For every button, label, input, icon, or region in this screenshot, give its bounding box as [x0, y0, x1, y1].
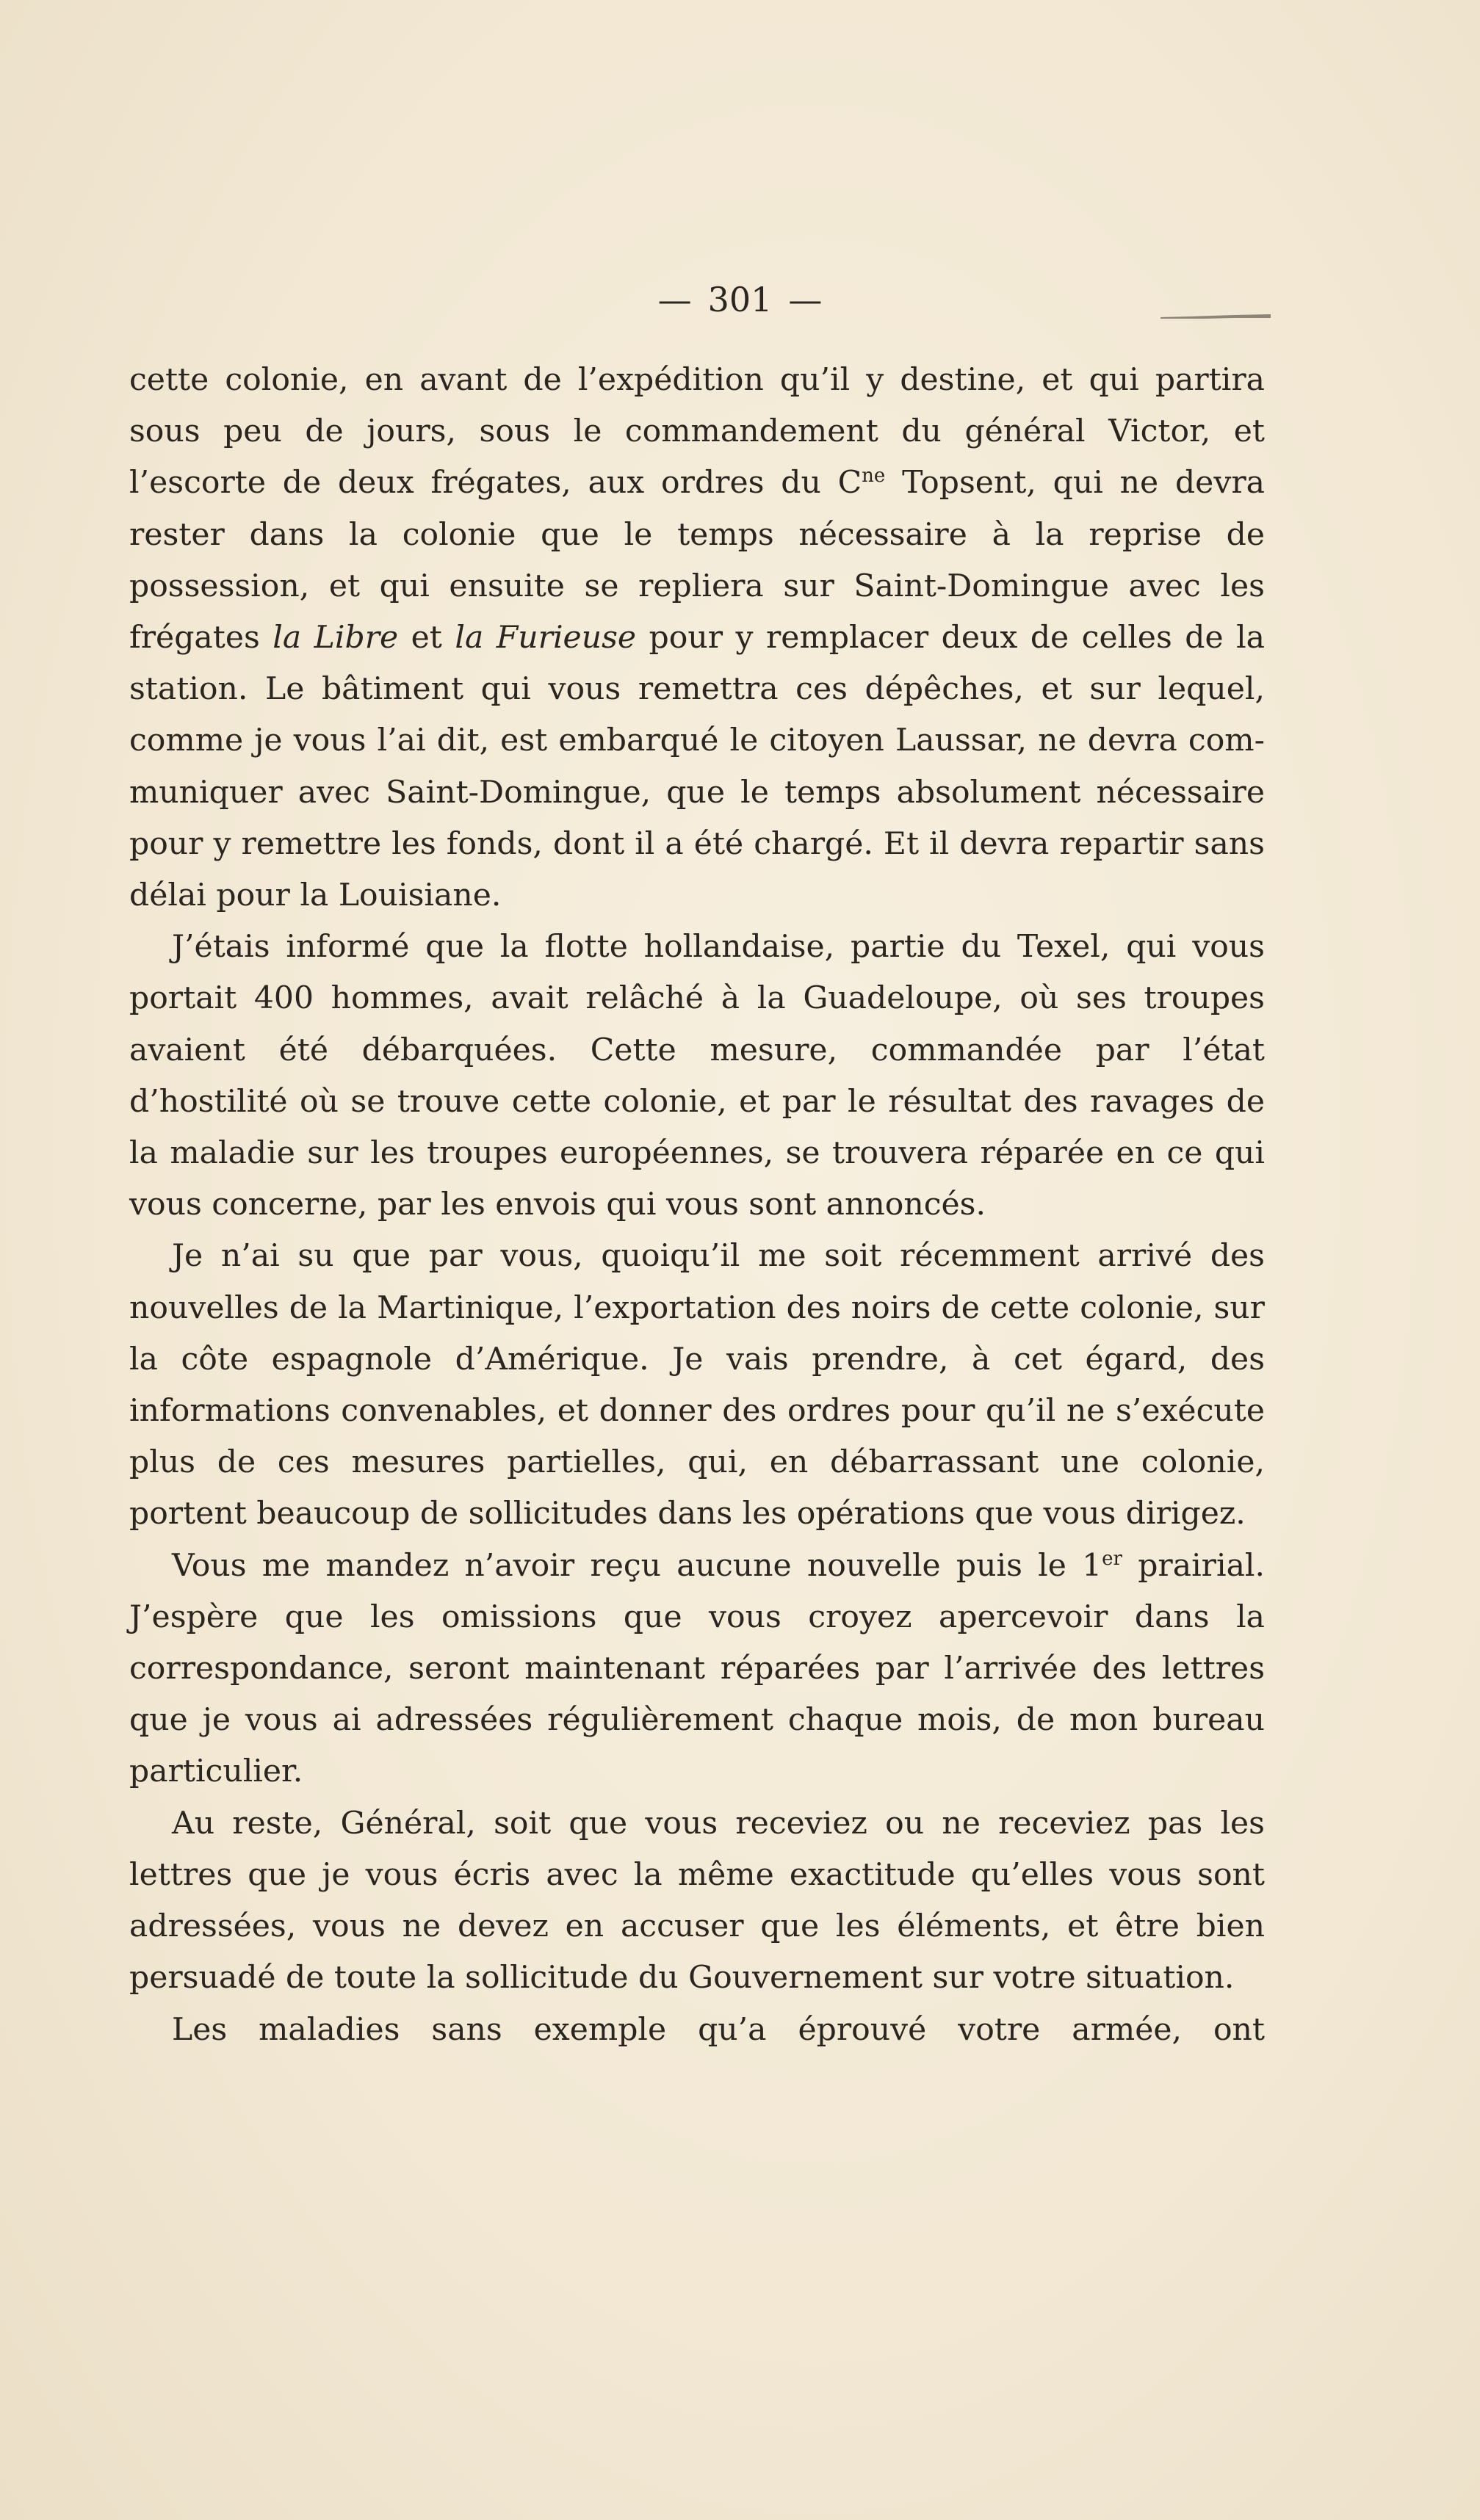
paragraph-6: Les maladies sans exemple qu’a éprouvé votre armée, ont [172, 2011, 1265, 2048]
page-number-dash-right: — [788, 280, 823, 319]
ship-name-furieuse: la Furieuse [455, 620, 637, 656]
ordinal-number: 1 [1082, 1547, 1102, 1584]
paragraph-3: Je n’ai su que par vous, quoiqu’il me soit récemment arrivé des nouvelles de la Martinique, l’exportation des noirs de cette colonie, sur la côte espagnole d’Amérique. Je vais prendre, à cet égard, des informations convenables, et donner des ordres pour qu’il ne s’exécute plus de ces mesures partielles, qui, en débarrassant une colonie, portent beaucoup de sollicitudes dans les opérations que vous dirigez. [129, 1238, 1265, 1532]
body-text [129, 355, 1265, 2056]
ordinal-date [1082, 1548, 1122, 1584]
paragraph-5: Au reste, Général, soit que vous receviez ou ne receviez pas les lettres que je vous écris avec la même exactitude qu’elles vous sont adressées, vous ne devez en accuser que les éléments, et être bien persuadé de toute la sollicitude du Gouvernement sur votre situation. [129, 1805, 1265, 1996]
citizen-abbrev [838, 465, 886, 501]
paragraph-1-text-a: cette colonie, en avant de l’expédition qu’il y destine, et qui partira sous peu de jours, sous le commandement du général Victor, et l’escorte de deux frégates, aux ordres du [129, 362, 1265, 502]
paragraph-4-text-a: Vous me mandez n’avoir reçu aucune nouvelle puis le [172, 1547, 1083, 1584]
page-number [0, 278, 1480, 322]
paragraph-1-conjunction: et [398, 620, 455, 656]
paragraph-4-text-b: prairial. J’espère que les omissions que vous croyez apercevoir dans la correspondance, seront maintenant réparées par l’arrivée des lettres que je vous ai adressées régulièrement chaque mois, de mon bureau particulier. [129, 1547, 1266, 1790]
page-number-dash-left: — [657, 280, 692, 319]
ship-name-libre: la Libre [272, 620, 399, 656]
ordinal-suffix: er [1102, 1547, 1122, 1570]
citizen-abbrev-sup: ne [862, 465, 886, 488]
paragraph-4 [129, 1540, 1265, 1798]
paragraph-1 [129, 355, 1265, 922]
citizen-abbrev-letter: C [837, 465, 862, 502]
page-number-value: 301 [707, 280, 773, 319]
paragraph-2: J’étais informé que la flotte hollandaise, partie du Texel, qui vous portait 400 hommes, avait relâché à la Guadeloupe, où ses troupes avaient été débarquées. Cette mesure, commandée par l’état d’hostilité où se trouve cette colonie, et par le résultat des ravages de la maladie sur les troupes européennes, se trouvera réparée en ce qui vous concerne, par les envois qui vous sont annoncés. [129, 929, 1265, 1223]
paragraph-1-text-c: pour y remplacer deux de celles de la station. Le bâtiment qui vous remettra ces dépêches, et sur lequel, comme je vous l’ai dit, est embarqué le citoyen Laussar, ne devra communiquer avec Saint-Domingue, que le temps absolument nécessaire pour y remettre les fonds, dont il a été chargé. Et il devra repartir sans délai pour la Louisiane. [129, 620, 1266, 914]
paragraph-1-text-b: Topsent, qui ne devra rester dans la colonie que le temps nécessaire à la reprise de possession, et qui ensuite se repliera sur Saint-Domingue avec les frégates [129, 465, 1265, 656]
